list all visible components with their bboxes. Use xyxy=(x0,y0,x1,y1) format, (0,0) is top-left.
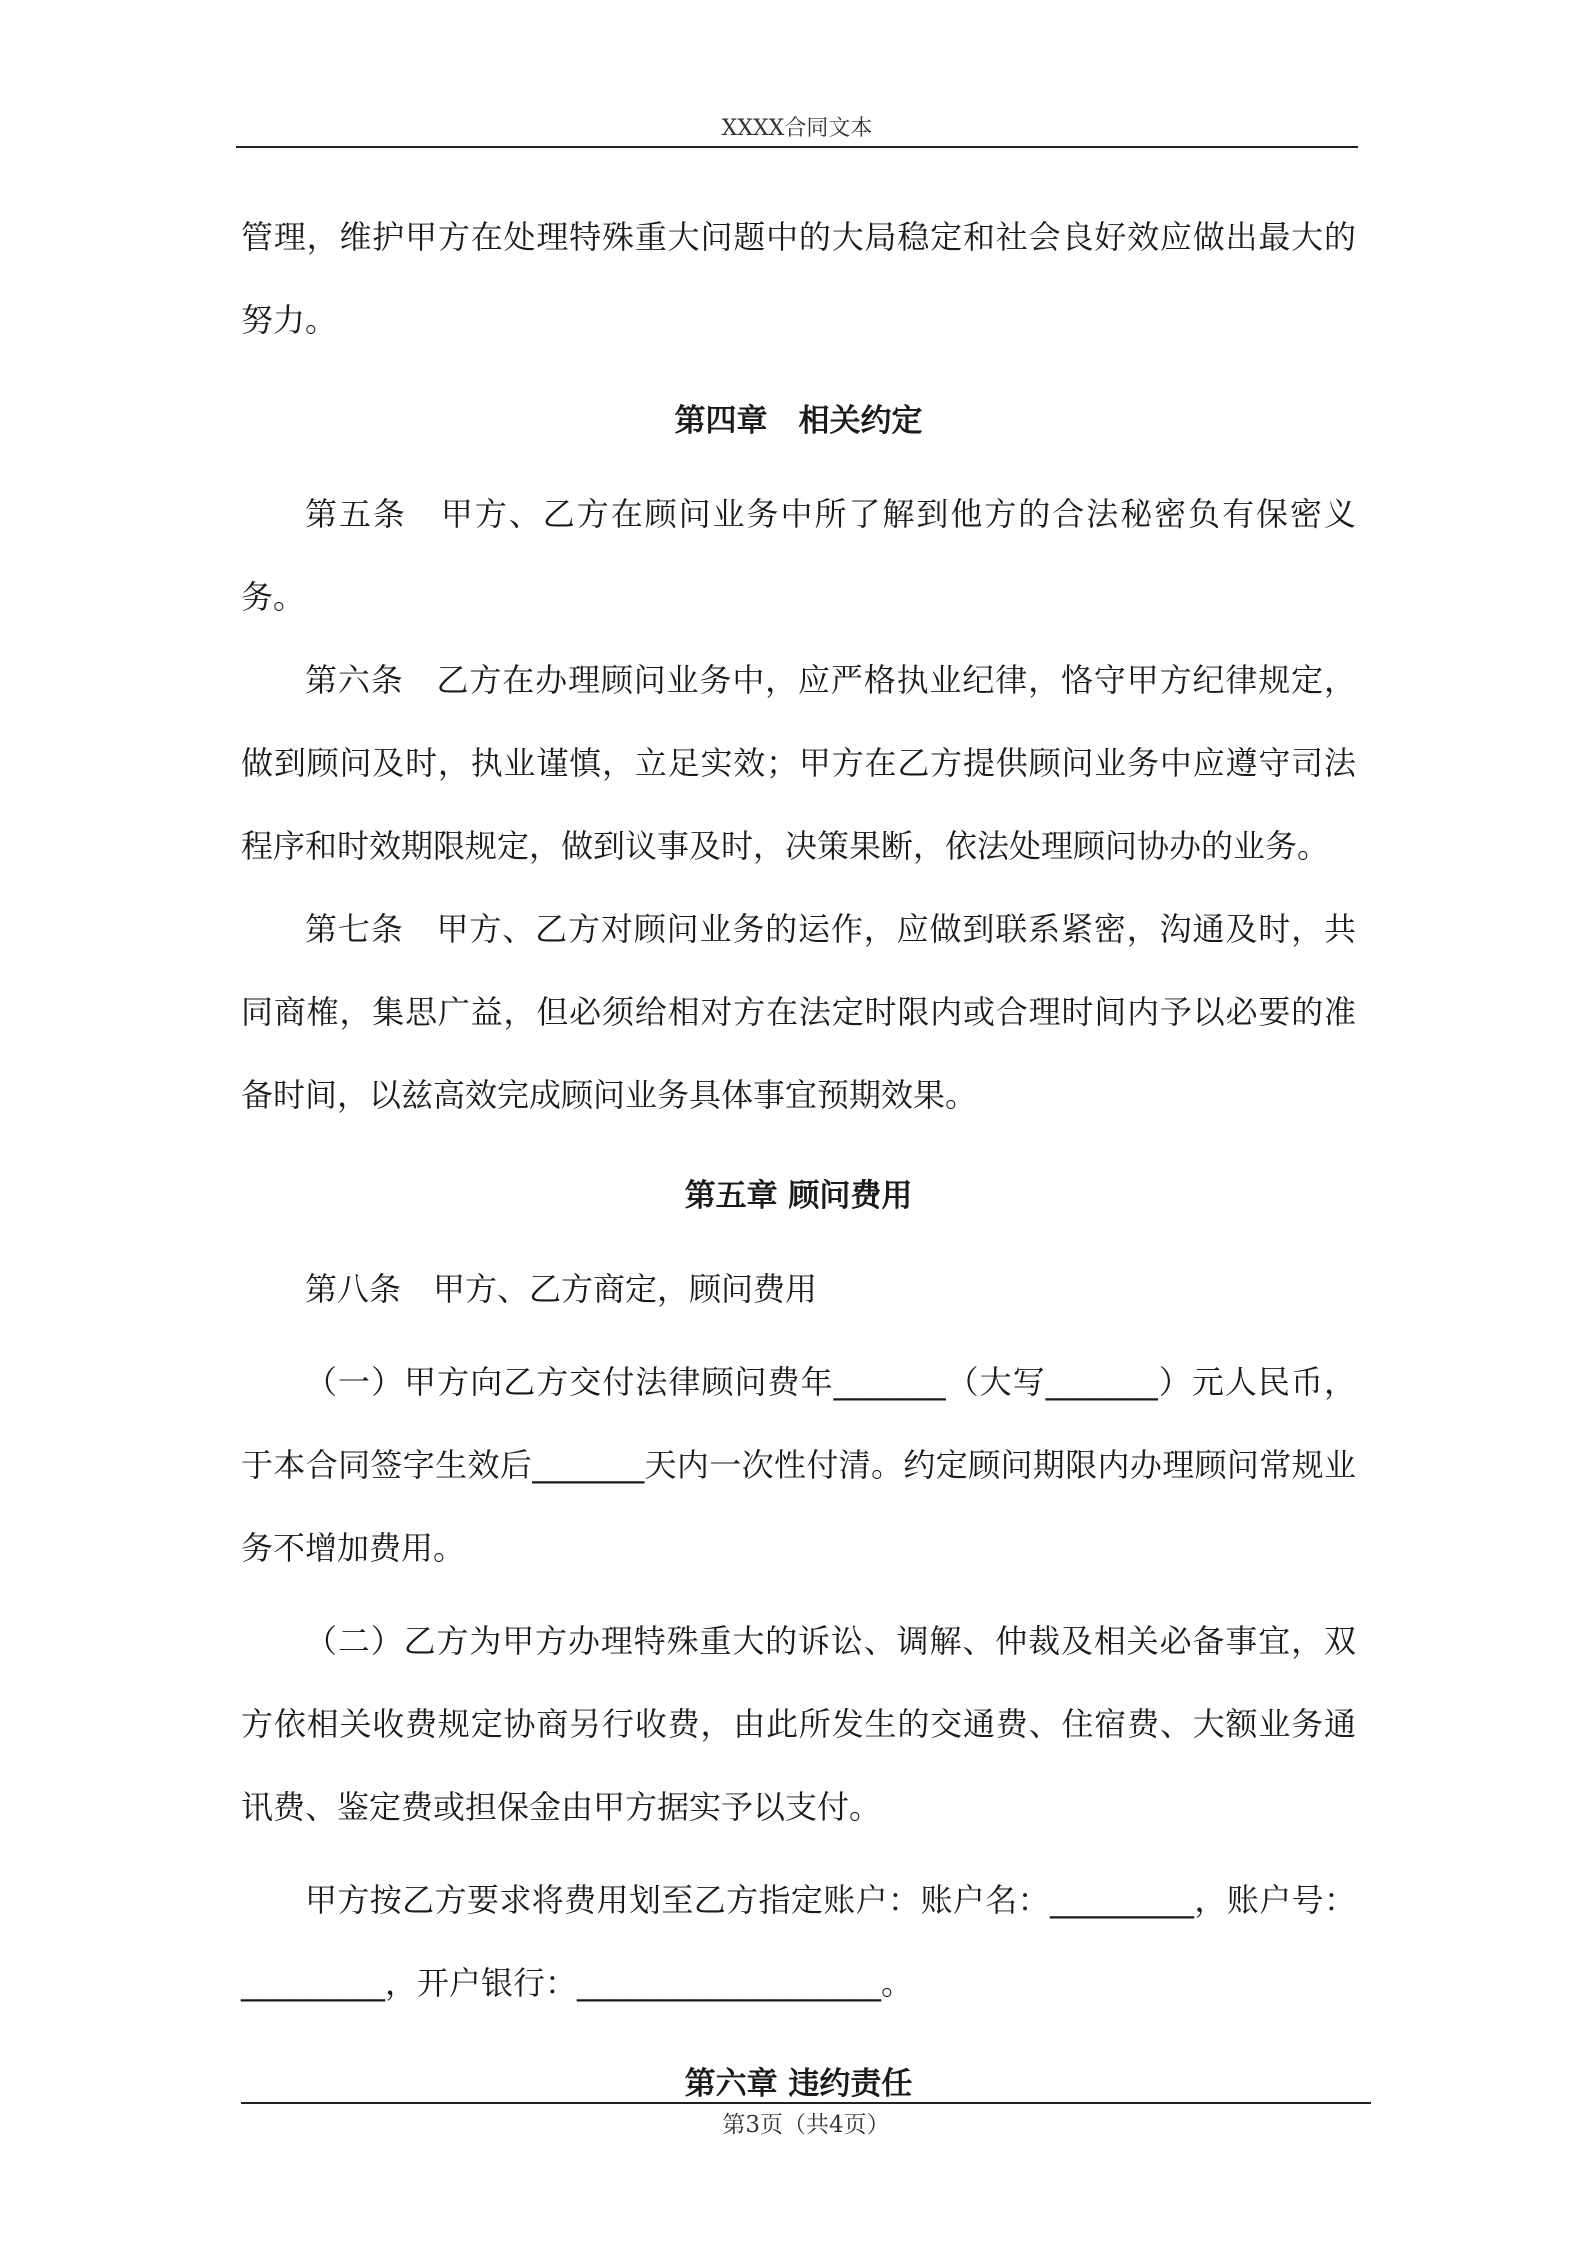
chapter-6-heading: 第六章 违约责任 xyxy=(684,2066,913,2102)
article-5: 第五条 甲方、乙方在顾问业务中所了解到他方的合法秘密负有保密义务。 xyxy=(241,495,1356,616)
page-number: 第3页（共4页） xyxy=(722,2112,890,2138)
chapter-5-heading: 第五章 顾问费用 xyxy=(684,1178,913,1214)
footer-divider xyxy=(241,2102,1371,2104)
fee-item-2: （二）乙方为甲方办理特殊重大的诉讼、调解、仲裁及相关必备事宜，双方依相关收费规定协商另行收费，由此所发生的交通费、住宿费、大额业务通讯费、鉴定费或担保金由甲方据实予以支付。 xyxy=(241,1622,1356,1826)
header-divider xyxy=(236,146,1358,148)
document-body xyxy=(241,196,1356,2126)
chapter-4-heading: 第四章 相关约定 xyxy=(674,403,923,439)
fee-item-1: （一）甲方向乙方交付法律顾问费年_______（大写_______）元人民币，于本合同签字生效后_______天内一次性付清。约定顾问期限内办理顾问常规业务不增加费用。 xyxy=(241,1363,1356,1567)
paragraph-continuation: 管理，维护甲方在处理特殊重大问题中的大局稳定和社会良好效应做出最大的努力。 xyxy=(241,218,1356,339)
article-6: 第六条 乙方在办理顾问业务中，应严格执业纪律，恪守甲方纪律规定，做到顾问及时，执业谨慎，立足实效；甲方在乙方提供顾问业务中应遵守司法程序和时效期限规定，做到议事及时，决策果断，依法处理顾问协办的业务。 xyxy=(241,661,1356,865)
article-7: 第七条 甲方、乙方对顾问业务的运作，应做到联系紧密，沟通及时，共同商榷，集思广益，但必须给相对方在法定时限内或合理时间内予以必要的准备时间，以兹高效完成顾问业务具体事宜预期效果。 xyxy=(241,910,1356,1114)
document-header: XXXX合同文本 xyxy=(721,116,873,141)
payment-account-paragraph: 甲方按乙方要求将费用划至乙方指定账户：账户名：_________，账户号：_________，开户银行：___________________。 xyxy=(241,1881,1356,2002)
article-8: 第八条 甲方、乙方商定，顾问费用 xyxy=(305,1270,818,1308)
